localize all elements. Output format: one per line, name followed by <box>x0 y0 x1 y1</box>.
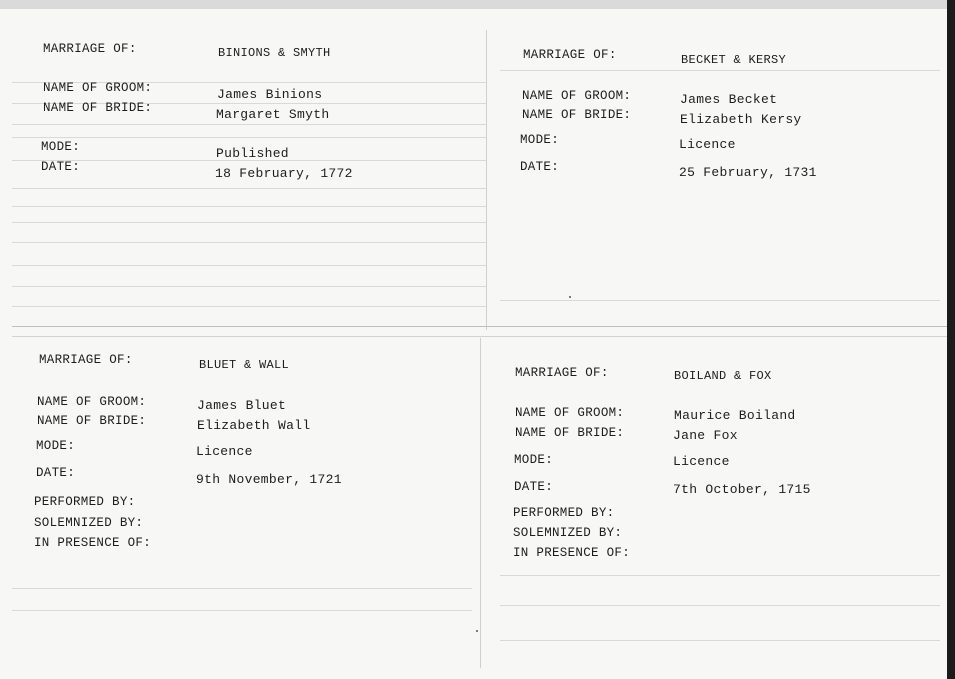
bleed-line <box>12 265 487 266</box>
bleed-line <box>12 124 487 125</box>
groom-label: NAME OF GROOM: <box>522 89 632 103</box>
performed-by-label: PERFORMED BY: <box>513 506 615 520</box>
bride-label: NAME OF BRIDE: <box>37 414 147 428</box>
date-value: 25 February, 1731 <box>679 165 817 180</box>
bleed-line <box>12 188 487 189</box>
marriage-label: MARRIAGE OF: <box>39 353 133 367</box>
bride-label: NAME OF BRIDE: <box>522 108 632 122</box>
groom-name: James Bluet <box>197 398 287 413</box>
vertical-divider <box>486 30 487 330</box>
marriage-label: MARRIAGE OF: <box>515 366 609 380</box>
bleed-line <box>12 242 487 243</box>
bride-name: Elizabeth Kersy <box>680 112 802 127</box>
couple-name: BECKET & KERSY <box>681 53 787 67</box>
date-value: 18 February, 1772 <box>215 166 353 181</box>
in-presence-of-label: IN PRESENCE OF: <box>513 546 631 560</box>
horizontal-divider <box>12 336 947 337</box>
mode-value: Licence <box>196 444 253 459</box>
groom-label: NAME OF GROOM: <box>43 81 153 95</box>
bleed-line <box>12 137 487 138</box>
date-label: DATE: <box>514 480 554 494</box>
dust-speck <box>569 296 571 298</box>
marriage-label: MARRIAGE OF: <box>43 42 137 56</box>
date-label: DATE: <box>520 160 560 174</box>
bleed-line <box>12 222 487 223</box>
dust-speck <box>476 630 478 632</box>
groom-label: NAME OF GROOM: <box>515 406 625 420</box>
mode-value: Licence <box>673 454 730 469</box>
mode-label: MODE: <box>36 439 76 453</box>
solemnized-by-label: SOLEMNIZED BY: <box>34 516 144 530</box>
bride-label: NAME OF BRIDE: <box>515 426 625 440</box>
bleed-line <box>500 70 940 71</box>
scan-top-edge <box>0 0 947 9</box>
couple-name: BINIONS & SMYTH <box>218 46 331 60</box>
vertical-divider <box>480 338 481 668</box>
bride-name: Elizabeth Wall <box>197 418 311 433</box>
bride-name: Margaret Smyth <box>216 107 330 122</box>
bleed-line <box>12 588 472 589</box>
date-value: 7th October, 1715 <box>673 482 811 497</box>
bride-label: NAME OF BRIDE: <box>43 101 153 115</box>
horizontal-divider <box>12 326 947 327</box>
mode-label: MODE: <box>41 140 81 154</box>
bleed-line <box>12 286 487 287</box>
in-presence-of-label: IN PRESENCE OF: <box>34 536 152 550</box>
solemnized-by-label: SOLEMNIZED BY: <box>513 526 623 540</box>
groom-name: Maurice Boiland <box>674 408 796 423</box>
couple-name: BLUET & WALL <box>199 358 290 372</box>
mode-value: Published <box>216 146 289 161</box>
scan-right-edge <box>947 0 955 679</box>
date-label: DATE: <box>36 466 76 480</box>
bleed-line <box>500 575 940 576</box>
date-value: 9th November, 1721 <box>196 472 342 487</box>
groom-name: James Becket <box>680 92 778 107</box>
mode-label: MODE: <box>514 453 554 467</box>
mode-value: Licence <box>679 137 736 152</box>
groom-name: James Binions <box>217 87 323 102</box>
marriage-label: MARRIAGE OF: <box>523 48 617 62</box>
date-label: DATE: <box>41 160 81 174</box>
bride-name: Jane Fox <box>673 428 738 443</box>
groom-label: NAME OF GROOM: <box>37 395 147 409</box>
bleed-line <box>12 610 472 611</box>
bleed-line <box>500 640 940 641</box>
couple-name: BOILAND & FOX <box>674 369 772 383</box>
performed-by-label: PERFORMED BY: <box>34 495 136 509</box>
bleed-line <box>12 206 487 207</box>
mode-label: MODE: <box>520 133 560 147</box>
bleed-line <box>500 605 940 606</box>
bleed-line <box>500 300 940 301</box>
bleed-line <box>12 306 487 307</box>
